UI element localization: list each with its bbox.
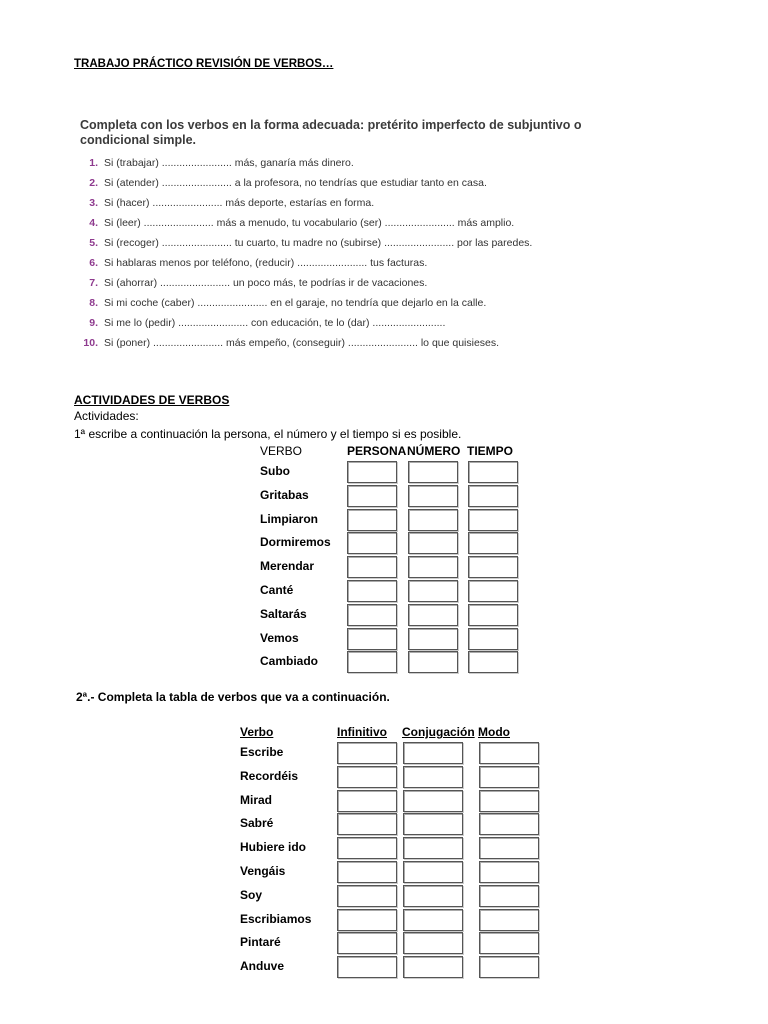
- table2-answer-cell[interactable]: [479, 837, 539, 859]
- exercise-item-number: 2.: [89, 177, 98, 189]
- exercise-item: [80, 313, 640, 333]
- table2-answer-cell[interactable]: [337, 861, 397, 883]
- table2-answer-cell[interactable]: [479, 742, 539, 764]
- table2-answer-cell[interactable]: [337, 837, 397, 859]
- table2-row-verb: Sabré: [240, 816, 274, 831]
- table1-row-verb: Vemos: [260, 630, 299, 645]
- table1-row-verb: Subo: [260, 464, 290, 478]
- exercise-item-number: 6.: [89, 257, 98, 269]
- table1-answer-cell[interactable]: [347, 580, 397, 602]
- table1-answer-cell[interactable]: [347, 628, 397, 650]
- exercise-item: [80, 153, 640, 173]
- table2-answer-cell[interactable]: [403, 837, 463, 859]
- exercise-item: [80, 273, 640, 293]
- table1-answer-cell[interactable]: [468, 532, 518, 554]
- table1-answer-cell[interactable]: [408, 628, 458, 650]
- table1-answer-cell[interactable]: [347, 604, 397, 626]
- table1-row-verb: Gritabas: [260, 487, 309, 502]
- table1-answer-cell[interactable]: [468, 509, 518, 531]
- exercise-item-number: 4.: [89, 217, 98, 229]
- table2-header-modo: Modo: [478, 725, 510, 739]
- table2-row-verb: Anduve: [240, 959, 285, 974]
- table2-answer-cell[interactable]: [337, 742, 397, 764]
- exercise-item: [80, 213, 640, 233]
- table2-answer-cell[interactable]: [403, 766, 463, 788]
- exercise-item-number: 9.: [89, 317, 98, 329]
- table2-answer-cell[interactable]: [479, 909, 539, 931]
- table1-row-verb: Limpiaron: [260, 511, 319, 526]
- table1-row-verb: Dormiremos: [260, 535, 331, 550]
- table2-row-verb: Hubiere ido: [240, 840, 307, 855]
- table2-header-conjugacion: Conjugación: [402, 725, 475, 739]
- table2-answer-cell[interactable]: [403, 861, 463, 883]
- exercise-item-text: Si mi coche (caber) ........................ en el garaje, no tendría que dejarlo en la calle.: [104, 297, 487, 309]
- table1-row-verb: Saltarás: [260, 606, 307, 621]
- table1-answer-cell[interactable]: [408, 556, 458, 578]
- activities-title: ACTIVIDADES DE VERBOS: [74, 393, 230, 407]
- table2-answer-cell[interactable]: [337, 885, 397, 907]
- exercise-item-number: 7.: [89, 277, 98, 289]
- table1-header-verbo: VERBO: [260, 444, 303, 458]
- exercise-item: [80, 173, 640, 193]
- table2-answer-cell[interactable]: [403, 956, 463, 978]
- table2-answer-cell[interactable]: [403, 909, 463, 931]
- exercise-item-text: Si (leer) ........................ más a menudo, tu vocabulario (ser) ........................ más amplio.: [104, 217, 515, 229]
- table2-answer-cell[interactable]: [479, 813, 539, 835]
- activity2-instruction: 2ª.- Completa la tabla de verbos que va a continuación.: [76, 690, 390, 704]
- exercise-item-text: Si (trabajar) ........................ más, ganaría más dinero.: [104, 157, 354, 169]
- exercise-item-text: Si (atender) ........................ a la profesora, no tendrías que estudiar tanto en casa.: [104, 177, 487, 189]
- table1-row-verb: Merendar: [260, 559, 315, 574]
- table1-answer-cell[interactable]: [347, 485, 397, 507]
- table1-answer-cell[interactable]: [408, 461, 458, 483]
- exercise-item-number: 1.: [89, 157, 98, 169]
- table2-answer-cell[interactable]: [337, 909, 397, 931]
- table1-answer-cell[interactable]: [468, 651, 518, 673]
- table1-answer-cell[interactable]: [468, 604, 518, 626]
- exercise-item-number: 8.: [89, 297, 98, 309]
- table1-answer-cell[interactable]: [468, 628, 518, 650]
- table2-answer-cell[interactable]: [403, 885, 463, 907]
- table2-row-verb: Recordéis: [240, 768, 299, 783]
- table2-answer-cell[interactable]: [337, 956, 397, 978]
- exercise-item: [80, 233, 640, 253]
- exercise-item: [80, 253, 640, 273]
- exercise-item: [80, 193, 640, 213]
- exercise-item-text: Si (poner) ........................ más empeño, (conseguir) ........................ lo que quisieses.: [104, 337, 500, 349]
- table2-answer-cell[interactable]: [479, 932, 539, 954]
- exercise-item-number: 5.: [89, 237, 98, 249]
- table1-row-verb: Cambiado: [260, 654, 319, 669]
- table2-answer-cell[interactable]: [479, 885, 539, 907]
- table2-answer-cell[interactable]: [403, 742, 463, 764]
- exercise-heading: Completa con los verbos en la forma adecuada: pretérito imperfecto de subjuntivo o condicional simple.: [80, 118, 582, 147]
- table1-answer-cell[interactable]: [347, 461, 397, 483]
- table2-row-verb: Escribe: [240, 745, 284, 759]
- table1-answer-cell[interactable]: [347, 509, 397, 531]
- table1-answer-cell[interactable]: [347, 556, 397, 578]
- table1-header-tiempo: TIEMPO: [467, 444, 514, 458]
- table2-row-verb: Pintaré: [240, 935, 281, 950]
- table1-answer-cell[interactable]: [408, 604, 458, 626]
- table2-answer-cell[interactable]: [403, 932, 463, 954]
- table2-answer-cell[interactable]: [337, 790, 397, 812]
- exercise-block: [80, 118, 640, 353]
- table2-row-verb: Mirad: [240, 792, 273, 807]
- table1-answer-cell[interactable]: [468, 556, 518, 578]
- exercise-item-text: Si hablaras menos por teléfono, (reducir) ........................ tus facturas.: [104, 257, 428, 269]
- table1-answer-cell[interactable]: [408, 532, 458, 554]
- table1-answer-cell[interactable]: [347, 651, 397, 673]
- table2-row-verb: Soy: [240, 887, 263, 902]
- table1-answer-cell[interactable]: [347, 532, 397, 554]
- table1-row-verb: Canté: [260, 583, 294, 597]
- table2-row-verb: Escribiamos: [240, 911, 312, 926]
- document-title: TRABAJO PRÁCTICO REVISIÓN DE VERBOS…: [74, 58, 334, 70]
- activities-subtitle: Actividades:: [74, 409, 139, 423]
- table2-answer-cell[interactable]: [479, 956, 539, 978]
- table1-answer-cell[interactable]: [408, 485, 458, 507]
- table2-answer-cell[interactable]: [403, 813, 463, 835]
- table2-answer-cell[interactable]: [337, 766, 397, 788]
- table1-header-numero: NÚMERO: [407, 444, 461, 458]
- table1-header-persona: PERSONA: [347, 444, 407, 458]
- table2-answer-cell[interactable]: [337, 932, 397, 954]
- table1-answer-cell[interactable]: [468, 580, 518, 602]
- exercise-item: [80, 293, 640, 313]
- table2-answer-cell[interactable]: [479, 766, 539, 788]
- table1-answer-cell[interactable]: [468, 461, 518, 483]
- exercise-item-number: 3.: [89, 197, 98, 209]
- table1-answer-cell[interactable]: [408, 580, 458, 602]
- table1-answer-cell[interactable]: [408, 651, 458, 673]
- exercise-item-text: Si (recoger) ........................ tu cuarto, tu madre no (subirse) ........................ por las paredes.: [104, 237, 533, 249]
- table2-answer-cell[interactable]: [403, 790, 463, 812]
- exercise-item-text: Si (ahorrar) ........................ un poco más, te podrías ir de vacaciones.: [104, 277, 428, 289]
- activity1-instruction: 1ª escribe a continuación la persona, el número y el tiempo si es posible.: [74, 427, 462, 441]
- exercise-item-number: 10.: [83, 337, 98, 349]
- table2-answer-cell[interactable]: [479, 861, 539, 883]
- table2-answer-cell[interactable]: [337, 813, 397, 835]
- table2-header-verbo: Verbo: [240, 725, 274, 739]
- table1-answer-cell[interactable]: [408, 509, 458, 531]
- exercise-item-text: Si (hacer) ........................ más deporte, estarías en forma.: [104, 197, 375, 209]
- table2-answer-cell[interactable]: [479, 790, 539, 812]
- table1-answer-cell[interactable]: [468, 485, 518, 507]
- table2-row-verb: Vengáis: [240, 864, 286, 878]
- table2-header-infinitivo: Infinitivo: [337, 725, 387, 739]
- exercise-item-text: Si me lo (pedir) ........................ con educación, te lo (dar) .........................: [104, 317, 446, 329]
- exercise-item: [80, 333, 640, 353]
- exercise-list: [80, 153, 640, 353]
